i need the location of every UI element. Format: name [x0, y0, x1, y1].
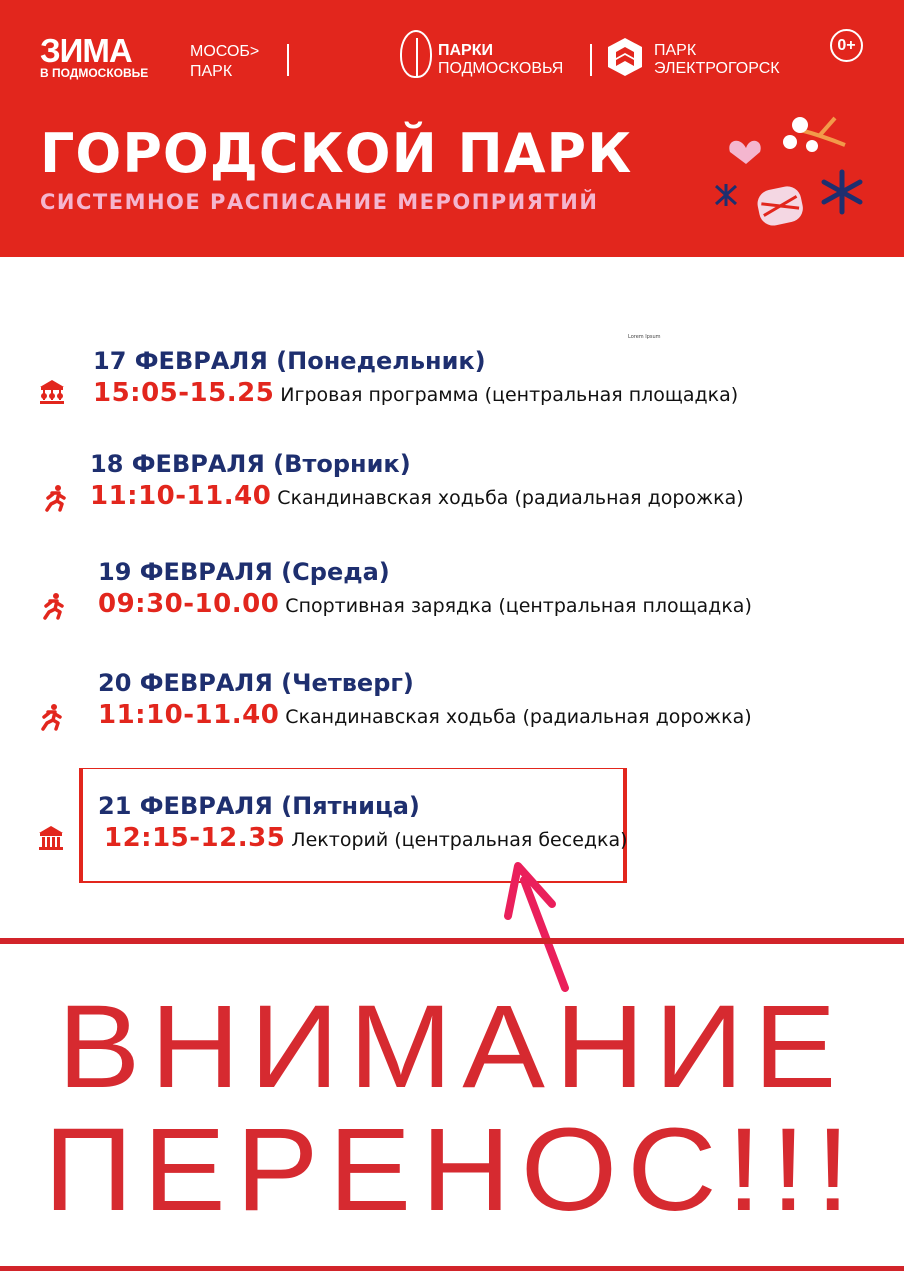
- logo-mosob-line2: ПАРК: [190, 63, 233, 80]
- event-item: [98, 791, 628, 858]
- logo-park-line1: ПАРК: [654, 42, 697, 59]
- event-time: 09:30-10.00: [98, 589, 280, 619]
- event-date: 17 ФЕВРАЛЯ (Понедельник): [93, 347, 486, 375]
- divider: [590, 44, 592, 76]
- runner-icon: [38, 592, 66, 620]
- arrow-up-icon: [490, 860, 580, 995]
- event-item: [98, 557, 752, 624]
- event-date: 19 ФЕВРАЛЯ (Среда): [98, 558, 390, 586]
- header-banner: [0, 0, 904, 257]
- event-description: Скандинавская ходьба (радиальная дорожка): [277, 487, 744, 509]
- logo-parki-line2: ПОДМОСКОВЬЯ: [438, 60, 564, 77]
- event-description: Лекторий (центральная беседка): [291, 829, 628, 851]
- notice-line1: ВНИМАНИЕ: [57, 981, 847, 1113]
- museum-icon: [37, 824, 65, 852]
- runner-icon: [36, 703, 64, 731]
- event-date: 20 ФЕВРАЛЯ (Четверг): [98, 669, 414, 697]
- event-time: 11:10-11.40: [98, 700, 280, 730]
- notice-line2: ПЕРЕНОС!!!: [43, 1104, 861, 1236]
- hexagon-logo-icon: [604, 36, 646, 78]
- event-time: 15:05-15.25: [93, 378, 275, 408]
- page-subtitle: СИСТЕМНОЕ РАСПИСАНИЕ МЕРОПРИЯТИЙ: [40, 190, 599, 214]
- event-time: 11:10-11.40: [90, 481, 272, 511]
- age-rating-badge: 0+: [830, 29, 863, 62]
- event-description: Игровая программа (центральная площадка): [280, 384, 739, 406]
- event-date: 18 ФЕВРАЛЯ (Вторник): [90, 450, 411, 478]
- logo-parki-line1: ПАРКИ: [438, 42, 493, 59]
- event-item: [93, 346, 738, 413]
- event-item: [98, 668, 752, 735]
- logo-zima-subtitle: В ПОДМОСКОВЬЕ: [40, 66, 149, 80]
- carousel-icon: [38, 378, 66, 406]
- divider: [287, 44, 289, 76]
- runner-icon: [40, 484, 68, 512]
- placeholder-text: Lorem Ipsum: [628, 334, 661, 340]
- event-time: 12:15-12.35: [104, 823, 286, 853]
- logo-mosobpark: [190, 42, 259, 82]
- winter-decoration-icon: [700, 100, 870, 240]
- logo-zima-title: ЗИМА: [40, 32, 132, 69]
- logo-zima: [40, 32, 149, 80]
- divider-bottom: [0, 1266, 904, 1271]
- logo-park-line2: ЭЛЕКТРОГОРСК: [654, 60, 780, 77]
- event-item: [90, 449, 744, 516]
- leaf-icon: [400, 30, 432, 78]
- event-date: 21 ФЕВРАЛЯ (Пятница): [98, 792, 420, 820]
- event-description: Спортивная зарядка (центральная площадка): [285, 595, 752, 617]
- event-description: Скандинавская ходьба (радиальная дорожка): [285, 706, 752, 728]
- divider-top: [0, 938, 904, 944]
- page-title: ГОРОДСКОЙ ПАРК: [40, 122, 633, 185]
- logo-mosob-line1: МОСОБ>: [190, 43, 260, 60]
